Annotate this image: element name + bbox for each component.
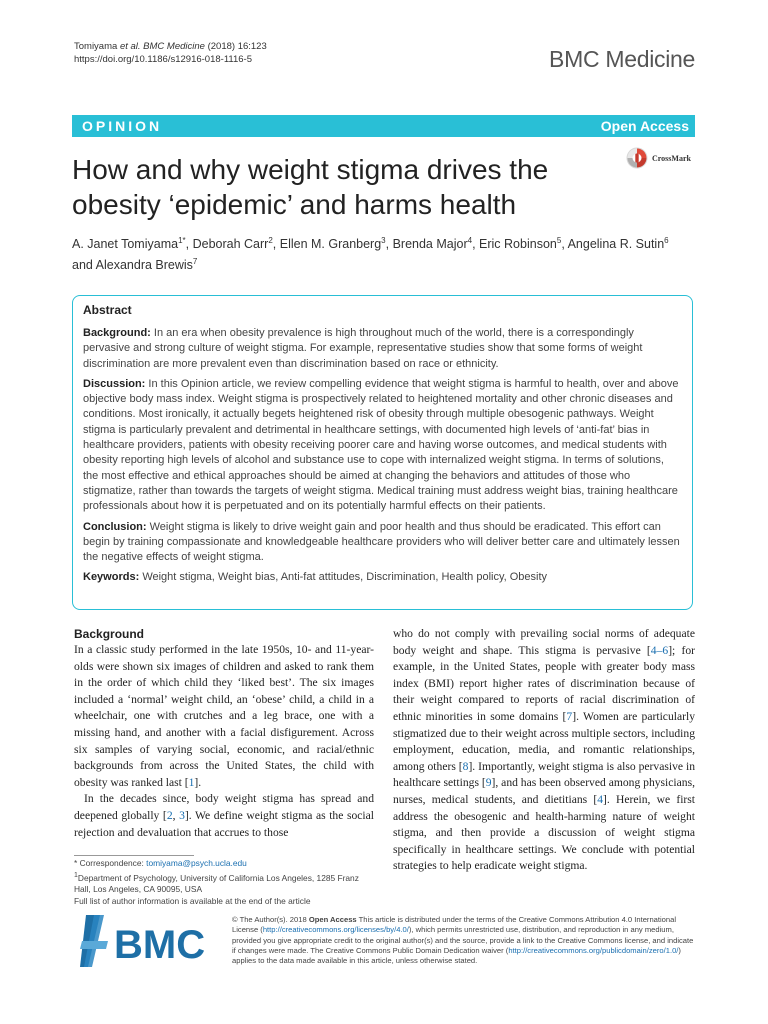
open-access-label: Open Access bbox=[600, 118, 689, 134]
license-text: This article is distributed under the terms of the Creative Commons Attribution 4.0 International License ( bbox=[232, 915, 677, 935]
body-column-right bbox=[393, 626, 695, 875]
citation-authors: Tomiyama bbox=[74, 41, 118, 52]
abstract-background-label: Background: bbox=[83, 327, 151, 339]
bmc-logo bbox=[80, 912, 215, 970]
body-text: ]. Women are particularly stigmatized due to their weight across multiple sectors, including employment, education, media, and romantic relationships, among others [ bbox=[393, 709, 695, 773]
title-line-2: obesity ‘epidemic’ and harms health bbox=[72, 189, 517, 220]
body-text: In the decades since, body weight stigma has spread and deepened globally [ bbox=[74, 792, 374, 822]
body-paragraph bbox=[74, 642, 374, 791]
body-text: ]; for example, in the United States, people with greater body mass index (BMI) report higher rates of discrimination because of their weight compared to reports of racial discrimination of ethnic minorities in some domains [ bbox=[393, 643, 695, 723]
license-statement bbox=[232, 915, 697, 966]
doi-link[interactable]: https://doi.org/10.1186/s12916-018-1116-5 bbox=[74, 54, 252, 65]
abstract-heading: Abstract bbox=[83, 303, 132, 317]
authors-and: and bbox=[72, 258, 93, 273]
body-text: who do not comply with prevailing social norms of adequate body weight and shape. This stigma is pervasive [ bbox=[393, 627, 695, 657]
author-name: Brenda Major bbox=[392, 237, 468, 252]
citation-link[interactable]: 2 bbox=[166, 808, 173, 822]
author-name: Eric Robinson bbox=[479, 237, 557, 252]
correspondence bbox=[74, 858, 374, 869]
author-affiliation-mark: 4 bbox=[467, 236, 473, 245]
citation-journal: et al. BMC Medicine bbox=[119, 41, 205, 52]
crossmark-icon bbox=[626, 147, 648, 169]
article-type-bar bbox=[72, 115, 695, 137]
author-affiliation-mark: 1* bbox=[178, 236, 186, 245]
citation-link[interactable]: 4 bbox=[597, 792, 604, 806]
author-name: A. Janet Tomiyama bbox=[72, 237, 179, 252]
license-open-access: Open Access bbox=[308, 915, 357, 924]
article-title bbox=[72, 152, 612, 222]
article-type: OPINION bbox=[82, 118, 163, 134]
title-line-1: How and why weight stigma drives the bbox=[72, 154, 549, 185]
abstract-discussion-label: Discussion: bbox=[83, 377, 146, 390]
body-paragraph bbox=[74, 791, 374, 841]
citation-link[interactable]: 4–6 bbox=[650, 643, 669, 657]
citation-year: (2018) 16:123 bbox=[207, 41, 267, 52]
keywords-text: Weight stigma, Weight bias, Anti-fat attitudes, Discrimination, Health policy, Obesity bbox=[142, 571, 548, 584]
author-affiliation-mark: 5 bbox=[556, 236, 562, 245]
affiliation bbox=[74, 870, 374, 895]
author-name: Angelina R. Sutin bbox=[567, 237, 665, 252]
author-affiliation-mark: 2 bbox=[268, 236, 273, 245]
author-affiliation-mark: 7 bbox=[192, 257, 198, 267]
body-text: ]. Importantly, weight stigma is also pervasive in healthcare settings [ bbox=[393, 759, 696, 790]
correspondence-label: * Correspondence: bbox=[74, 858, 144, 868]
abstract-conclusion bbox=[83, 520, 682, 566]
abstract-discussion bbox=[83, 377, 682, 515]
journal-name: BMC Medicine bbox=[549, 46, 695, 72]
abstract-conclusion-text: Weight stigma is likely to drive weight gain and poor health and thus should be eradicated. This effort can begin by training compassionate and knowledgeable healthcare providers who will deliver better care and ultimately lessen the negative effects of weight stigma. bbox=[83, 520, 680, 564]
abstract-box bbox=[72, 295, 693, 610]
footnotes bbox=[74, 858, 374, 909]
author-affiliation-mark: 3 bbox=[381, 236, 386, 245]
license-text: ), which permits unrestricted use, distribution, and reproduction in any medium, provided you give appropriate credit to the original author(s) and the source, provide a link to the Creative Commons license, and indicate if changes were made. The Creative Commons Public Domain Dedication waiver ( bbox=[232, 925, 694, 955]
abstract-background-text: In an era when obesity prevalence is high throughout much of the world, there is a correspondingly pervasive and strong culture of weight stigma. For example, representative studies show that some forms of weight discrimination are more prevalent even than discrimination based on race or ethnicity. bbox=[83, 327, 643, 370]
author-name: Ellen M. Granberg bbox=[279, 237, 382, 252]
citation-link[interactable]: 1 bbox=[188, 775, 195, 789]
body-text: ]. bbox=[194, 775, 202, 789]
author-list: A. Janet Tomiyama$^{1*}$, Deborah Carr$^2$, Ellen M. Granberg$^3$, Brenda Major$^4$, Eric Robinson$^5$, Angelina R. Sutin$^6$ and Alexandra Brewis$^7$ bbox=[72, 236, 669, 273]
keywords-label: Keywords: bbox=[83, 571, 140, 584]
license-text: ) applies to the data made available in this article, unless otherwise stated. bbox=[232, 945, 681, 966]
body-column-left bbox=[74, 626, 374, 841]
body-text: ], and has been observed among physicians, nurses, medical students, and dietitians [ bbox=[393, 776, 695, 806]
crossmark-badge[interactable] bbox=[626, 147, 691, 169]
waiver-link[interactable]: http://creativecommons.org/publicdomain/zero/1.0/ bbox=[508, 945, 679, 955]
affiliation-text: Department of Psychology, University of California Los Angeles, 1285 Franz Hall, Los Angeles, CA 90095, USA bbox=[74, 873, 359, 895]
section-heading-background: Background bbox=[74, 627, 145, 641]
body-text: , bbox=[172, 808, 180, 822]
bmc-logo-text: BMC bbox=[114, 923, 206, 967]
full-author-info-note: Full list of author information is available at the end of the article bbox=[74, 896, 311, 907]
author-name: Alexandra Brewis bbox=[95, 258, 193, 273]
author-affiliation-mark: 6 bbox=[664, 236, 669, 245]
citation-link[interactable]: 7 bbox=[566, 709, 573, 723]
citation-link[interactable]: 8 bbox=[462, 759, 469, 773]
citation-link[interactable]: 3 bbox=[179, 808, 185, 822]
footnote-rule bbox=[74, 855, 194, 856]
affiliation-mark: 1 bbox=[74, 872, 78, 880]
citation-link[interactable]: 9 bbox=[485, 776, 492, 790]
body-text: In a classic study performed in the late 1950s, 10- and 11-year-olds were shown six images of children and asked to rank them in the order of which child they ‘liked best’. The six images included a ‘normal’ weight child, an ‘obese’ child, a child in a wheelchair, one with crutches and a leg brace, one with a missing hand, and another with a facial disfigurement. Across six samples of varying social, economic, and racial/ethnic backgrounds from across the United States, the child with obesity was ranked last [ bbox=[74, 643, 374, 789]
author-name: Deborah Carr bbox=[192, 237, 269, 252]
license-text: © The Author(s). 2018 bbox=[232, 915, 307, 924]
crossmark-label: CrossMark bbox=[652, 153, 691, 163]
keywords bbox=[83, 570, 682, 585]
body-text: ]. Herein, we first address the obesogenic and health-harming nature of weight stigma, and then provide a discussion of weight stigma specifically in healthcare settings. We conclude with potential strategies to help eradicate weight stigma. bbox=[393, 792, 696, 873]
correspondence-email[interactable]: tomiyama@psych.ucla.edu bbox=[146, 858, 247, 868]
abstract-conclusion-label: Conclusion: bbox=[83, 520, 147, 533]
body-paragraph bbox=[393, 626, 695, 875]
citation-header bbox=[74, 40, 267, 66]
body-text: ]. We define weight stigma as the social rejection and devaluation that accrues to those bbox=[74, 808, 374, 839]
abstract-discussion-text: In this Opinion article, we review compelling evidence that weight stigma is harmful to health, over and above objective body mass index. Weight stigma is prospectively related to heightened mortality and other chronic diseases and conditions. Most ironically, it actually begets heightened risk of obesity through multiple obesogenic pathways. Weight stigma is particularly prevalent and detrimental in healthcare settings, with documented high levels of ‘anti-fat’ bias in healthcare providers, patients with obesity receiving poorer care and having worse outcomes, and medical students with obesity reporting high levels of alcohol and substance use to cope with internalized weight stigma. In terms of solutions, the most effective and ethical approaches should be aimed at changing the behaviors and attitudes of those who stigmatize, rather than towards the targets of weight stigma. Medical training must address weight bias, training healthcare professionals about how it is perpetuated and on its potentially harmful effects on their patients. bbox=[83, 377, 679, 513]
license-link[interactable]: http://creativecommons.org/licenses/by/4.0/ bbox=[262, 925, 409, 935]
abstract-background bbox=[83, 326, 682, 372]
